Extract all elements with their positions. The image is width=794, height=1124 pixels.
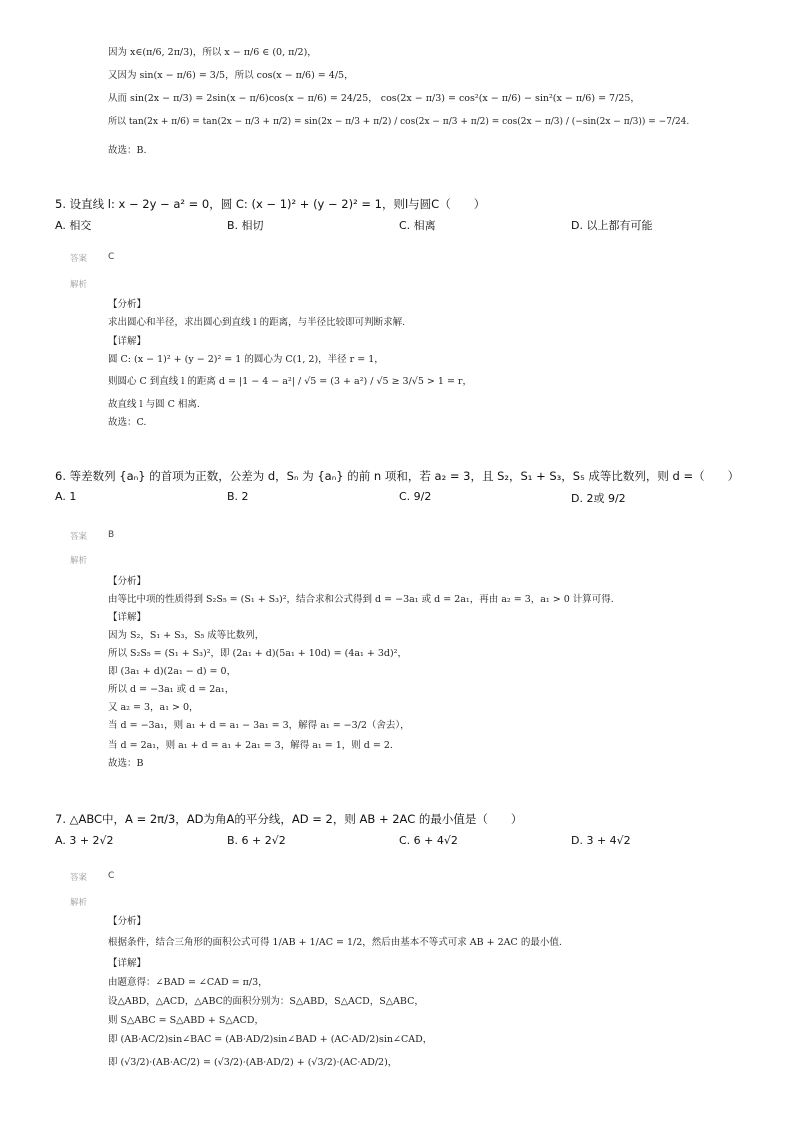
question-5-options	[55, 217, 755, 233]
option-b: B. 2	[227, 490, 249, 503]
analysis-line: 故选：B	[108, 758, 144, 769]
option-b: B. 6 + 2√2	[227, 834, 286, 847]
analysis-line: 设△ABD，△ACD，△ABC的面积分别为：S△ABD，S△ACD，S△ABC，	[108, 996, 424, 1007]
analysis-line: 求出圆心和半径，求出圆心到直线 l 的距离，与半径比较即可判断求解.	[108, 317, 406, 328]
option-a: A. 1	[55, 490, 77, 503]
analysis-line: 【分析】	[108, 576, 147, 587]
prev-solution-line: 又因为 sin(x − π/6) = 3/5，所以 cos(x − π/6) = 4/5，	[108, 70, 354, 81]
analysis-line: 所以 d = −3a₁ 或 d = 2a₁，	[108, 684, 235, 695]
option-d: D. 2或 9/2	[571, 492, 626, 505]
analysis-line: 则 S△ABC = S△ABD + S△ACD，	[108, 1015, 264, 1026]
analysis-line: 又 a₂ = 3，a₁ > 0，	[108, 702, 199, 713]
analysis-tag: 解析	[70, 898, 88, 908]
option-d: D. 以上都有可能	[571, 219, 653, 232]
prev-solution-line: 因为 x∈(π/6, 2π/3)，所以 x − π/6 ∈ (0, π/2)，	[108, 47, 317, 58]
option-c: C. 9/2	[399, 490, 432, 503]
analysis-line: 【详解】	[108, 612, 147, 623]
analysis-line: 即 (√3/2)·(AB·AC/2) = (√3/2)·(AB·AD/2) + (√3/2)·(AC·AD/2)，	[108, 1057, 398, 1068]
analysis-line: 【分析】	[108, 916, 147, 927]
answer-tag: 答案	[70, 873, 88, 883]
analysis-line: 则圆心 C 到直线 l 的距离 d = |1 − 4 − a²| / √5 = (3 + a²) / √5 ≥ 3/√5 > 1 = r，	[108, 376, 472, 387]
answer-value: B	[108, 530, 115, 540]
option-b: B. 相切	[227, 219, 264, 232]
analysis-line: 当 d = 2a₁，则 a₁ + d = a₁ + 2a₁ = 3，解得 a₁ = 1，则 d = 2.	[108, 740, 393, 751]
analysis-line: 因为 S₂，S₁ + S₃，S₅ 成等比数列，	[108, 630, 265, 641]
question-7-stem: 7. △ABC中，A = 2π/3，AD为角A的平分线，AD = 2，则 AB + 2AC 的最小值是（ ）	[55, 812, 523, 826]
analysis-tag: 解析	[70, 280, 88, 290]
analysis-tag: 解析	[70, 556, 88, 566]
analysis-line: 故直线 l 与圆 C 相离.	[108, 399, 200, 410]
option-d: D. 3 + 4√2	[571, 834, 631, 847]
answer-value: C	[108, 252, 115, 262]
analysis-line: 圆 C: (x − 1)² + (y − 2)² = 1 的圆心为 C(1, 2)，半径 r = 1，	[108, 354, 384, 365]
analysis-line: 即 (AB·AC/2)sin∠BAC = (AB·AD/2)sin∠BAD + (AC·AD/2)sin∠CAD，	[108, 1034, 433, 1045]
prev-solution-line: 所以 tan(2x + π/6) = tan(2x − π/3 + π/2) = sin(2x − π/3 + π/2) / cos(2x − π/3 + π/2) = cos(2x − π/3) / (−sin(2x − π/3)) = −7/24.	[108, 117, 690, 127]
question-7-options	[55, 834, 755, 850]
analysis-line: 【详解】	[108, 336, 147, 347]
answer-value: C	[108, 871, 115, 881]
analysis-line: 所以 S₂S₅ = (S₁ + S₃)²，即 (2a₁ + d)(5a₁ + 10d) = (4a₁ + 3d)²，	[108, 648, 407, 659]
question-5-stem: 5. 设直线 l: x − 2y − a² = 0，圆 C: (x − 1)² + (y − 2)² = 1，则l与圆C（ ）	[55, 197, 486, 211]
analysis-line: 由题意得：∠BAD = ∠CAD = π/3，	[108, 977, 268, 988]
analysis-line: 当 d = −3a₁，则 a₁ + d = a₁ − 3a₁ = 3，解得 a₁ = −3/2（舍去），	[108, 720, 410, 731]
analysis-line: 【详解】	[108, 958, 147, 969]
analysis-line: 根据条件，结合三角形的面积公式可得 1/AB + 1/AC = 1/2，然后由基本不等式可求 AB + 2AC 的最小值.	[108, 937, 562, 948]
option-c: C. 相离	[399, 219, 436, 232]
option-a: A. 相交	[55, 219, 92, 232]
analysis-line: 即 (3a₁ + d)(2a₁ − d) = 0，	[108, 666, 237, 677]
option-a: A. 3 + 2√2	[55, 834, 114, 847]
analysis-line: 【分析】	[108, 299, 147, 310]
prev-solution-line: 故选：B.	[108, 145, 147, 156]
answer-tag: 答案	[70, 532, 88, 542]
analysis-line: 故选：C.	[108, 417, 147, 428]
question-6-stem: 6. 等差数列 {aₙ} 的首项为正数，公差为 d，Sₙ 为 {aₙ} 的前 n 项和，若 a₂ = 3，且 S₂，S₁ + S₃，S₅ 成等比数列，则 d =（ ）	[55, 469, 740, 483]
answer-tag: 答案	[70, 254, 88, 264]
option-c: C. 6 + 4√2	[399, 834, 458, 847]
analysis-line: 由等比中项的性质得到 S₂S₅ = (S₁ + S₃)²，结合求和公式得到 d = −3a₁ 或 d = 2a₁，再由 a₂ = 3，a₁ > 0 计算可得.	[108, 594, 614, 605]
prev-solution-line: 从而 sin(2x − π/3) = 2sin(x − π/6)cos(x − π/6) = 24/25， cos(2x − π/3) = cos²(x − π/6) − sin²(x − π/6) = 7/25，	[108, 93, 640, 104]
question-6-options	[55, 490, 755, 506]
